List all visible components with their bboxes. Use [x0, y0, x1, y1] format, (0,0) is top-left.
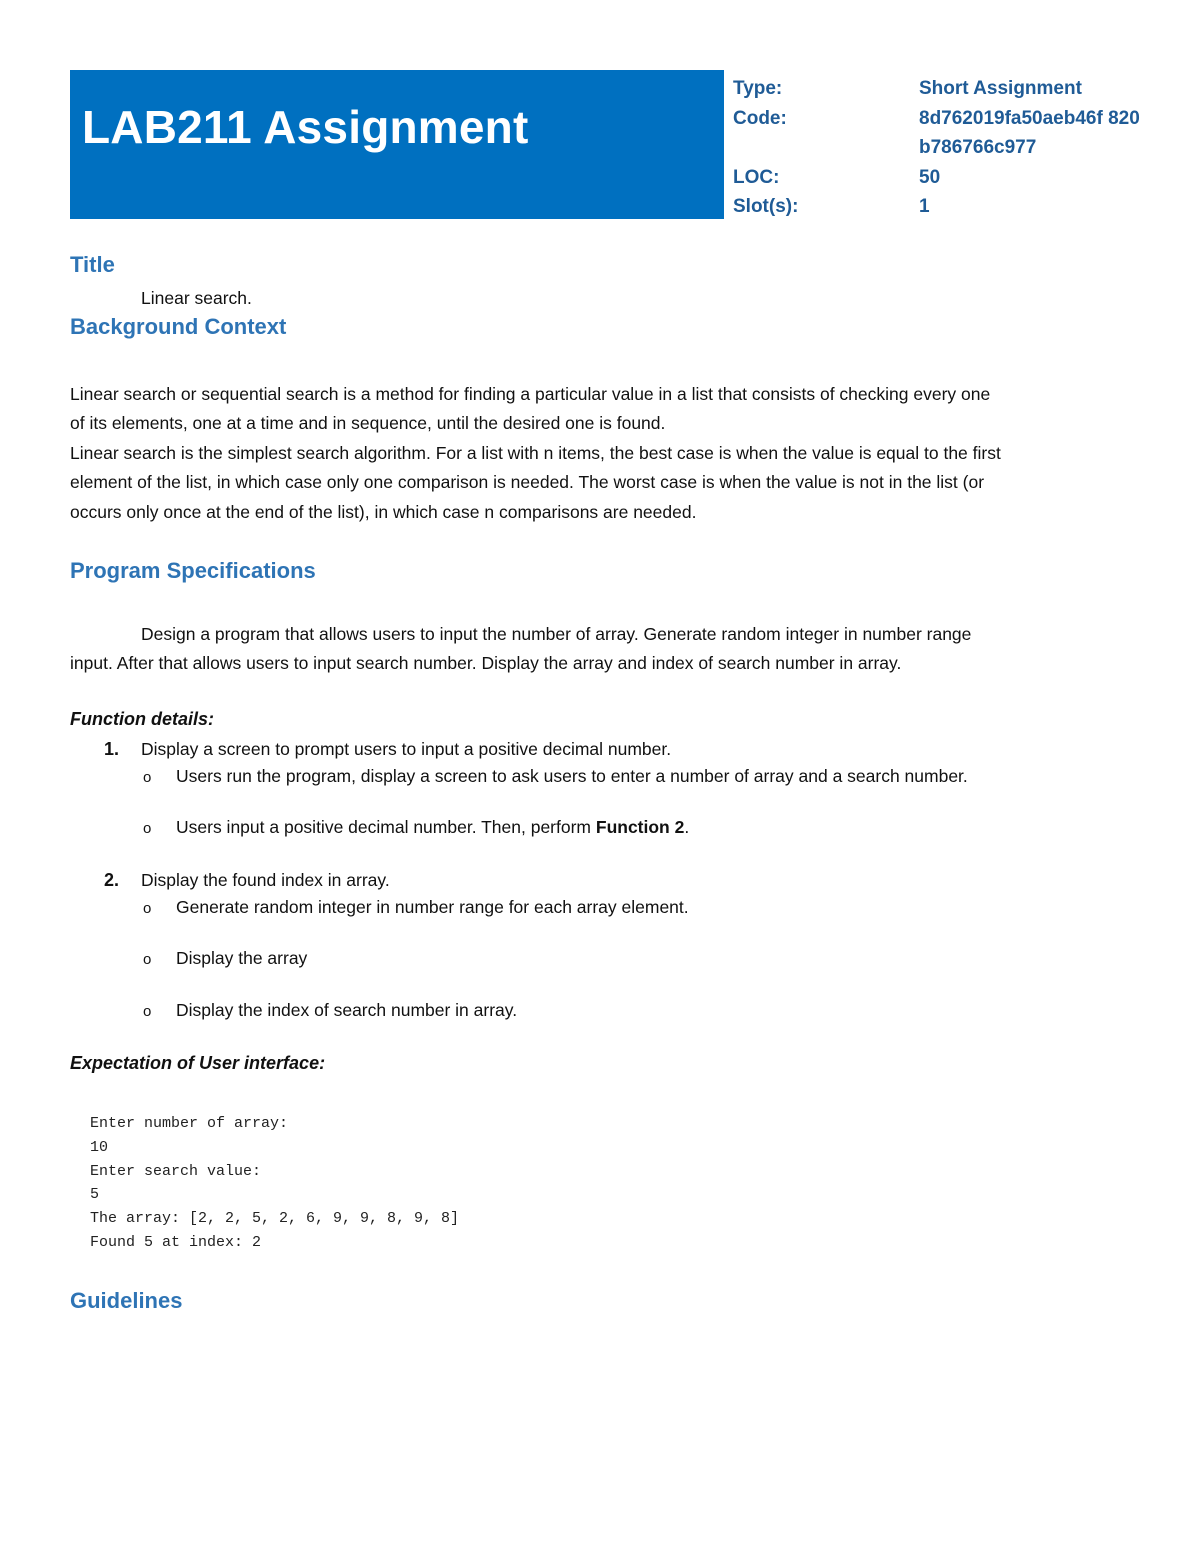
meta-key-loc: LOC: — [733, 166, 780, 188]
function-1-subitem-2-text: Users input a positive decimal number. Then, perform — [176, 817, 596, 837]
ui-expectation-heading: Expectation of User interface: — [70, 1053, 326, 1073]
function-1-label: Display a screen to prompt users to input a positive decimal number. — [141, 739, 672, 759]
function-2-reference: Function 2 — [595, 817, 685, 837]
background-line-2: of its elements, one at a time and in sequence, until the desired one is found. — [70, 413, 666, 433]
header-banner — [70, 70, 724, 219]
section-heading-title: Title — [70, 252, 115, 277]
function-2-subitem-1: Generate random integer in number range for each array element. — [176, 897, 689, 917]
background-line-4: element of the list, in which case only one comparison is needed. The worst case is when the value is not in the list (or — [70, 472, 985, 492]
function-2-label: Display the found index in array. — [141, 870, 390, 890]
console-output — [90, 1112, 459, 1255]
function-2-subitem-3: Display the index of search number in array. — [176, 1000, 518, 1020]
function-1-number: 1. — [104, 739, 120, 759]
console-line: Enter search value: — [90, 1162, 262, 1180]
function-2-subitem-2: Display the array — [176, 948, 308, 968]
title-text: Linear search. — [141, 288, 252, 308]
background-line-5: occurs only once at the end of the list), in which case n comparisons are needed. — [70, 502, 697, 522]
function-1-subitem-1: Users run the program, display a screen to ask users to enter a number of array and a search number. — [176, 766, 968, 786]
bullet-glyph: o — [143, 951, 152, 968]
document-title: LAB211 Assignment — [82, 101, 529, 153]
meta-row-code — [733, 104, 1153, 163]
bullet-glyph: o — [143, 1003, 152, 1020]
meta-value-code: 8d762019fa50aeb46f 820b786766c977 — [919, 107, 1140, 158]
section-heading-background: Background Context — [70, 314, 287, 339]
section-heading-specifications: Program Specifications — [70, 558, 316, 583]
assignment-meta-table — [733, 74, 1153, 222]
background-line-3: Linear search is the simplest search algorithm. For a list with n items, the best case is when the value is equal to the first — [70, 443, 1001, 463]
console-line: 10 — [90, 1138, 109, 1156]
meta-value-type: Short Assignment — [919, 78, 1082, 99]
bullet-glyph: o — [143, 820, 152, 837]
meta-value-loc: 50 — [919, 166, 941, 188]
background-line-1: Linear search or sequential search is a method for finding a particular value in a list that consists of checking every one — [70, 384, 991, 404]
meta-key-type: Type: — [733, 78, 783, 99]
meta-value-slots: 1 — [919, 196, 930, 217]
bullet-glyph: o — [143, 900, 152, 917]
spec-line-2: input. After that allows users to input search number. Display the array and index of search number in array. — [70, 653, 902, 673]
section-heading-guidelines: Guidelines — [70, 1288, 183, 1313]
spec-line-1: Design a program that allows users to input the number of array. Generate random integer in number range — [141, 624, 972, 644]
console-line: Found 5 at index: 2 — [90, 1233, 262, 1251]
meta-row-slots — [733, 192, 1153, 222]
console-line: 5 — [90, 1186, 100, 1204]
function-2-number: 2. — [104, 870, 120, 890]
function-2-reference-suffix: . — [684, 817, 690, 837]
console-line: Enter number of array: — [90, 1115, 289, 1132]
console-line: The array: [2, 2, 5, 2, 6, 9, 9, 8, 9, 8] — [90, 1210, 460, 1228]
function-details-heading: Function details: — [70, 709, 214, 729]
meta-key-slots: Slot(s): — [733, 196, 799, 217]
meta-row-type — [733, 74, 1153, 104]
bullet-glyph: o — [143, 769, 152, 786]
meta-row-loc — [733, 163, 1153, 193]
meta-key-code: Code: — [733, 107, 787, 129]
function-1-subitem-2 — [176, 817, 689, 838]
